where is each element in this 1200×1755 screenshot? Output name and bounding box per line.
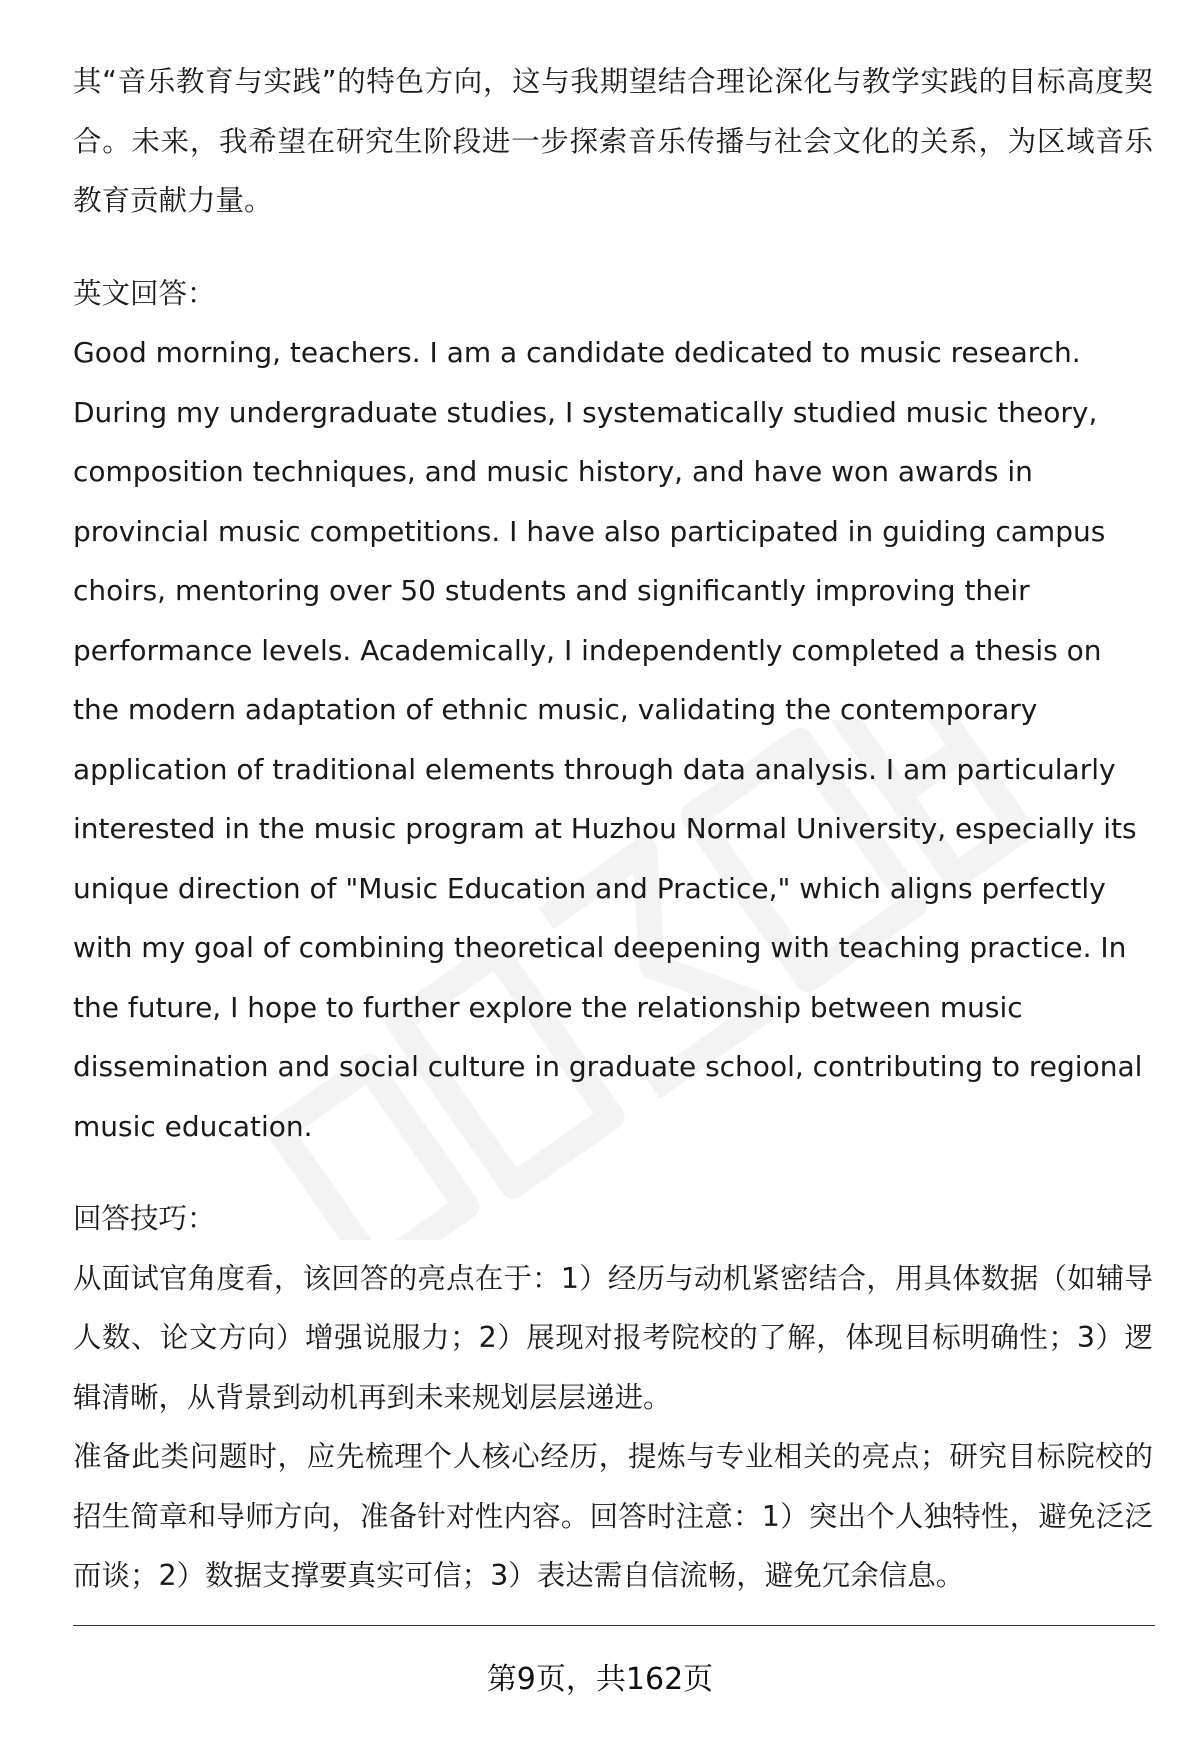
page-number: 第9页，共162页 [486,1662,714,1697]
footer-divider [73,1625,1155,1626]
english-answer-heading: 英文回答： [73,276,216,310]
tips-paragraph-1: 从面试官角度看，该回答的亮点在于：1）经历与动机紧密结合，用具体数据（如辅导人数、论文方向）增强说服力；2）展现对报考院校的了解，体现目标明确性；3）逻辑清晰，从背景到动机再到未来规划层层递进。 [73,1261,1153,1414]
english-answer-paragraph: Good morning, teachers. I am a candidate dedicated to music research. During my undergraduate studies, I systematically studied music theory, composition techniques, and music history, and have won awards in provincial music competitions. I have also participated in guiding campus choirs, mentoring over 50 students and significantly improving their performance levels. Academically, I independently completed a thesis on the modern adaptation of ethnic music, validating the contemporary application of traditional elements through data analysis. I am particularly interested in the music program at Huzhou Normal University, especially its unique direction of "Music Education and Practice," which aligns perfectly with my goal of combining theoretical deepening with teaching practice. In the future, I hope to further explore the relationship between music dissemination and social culture in graduate school, contributing to regional music education. [73,336,1143,1143]
tips-paragraph-2: 准备此类问题时，应先梳理个人核心经历，提炼与专业相关的亮点；研究目标院校的招生简章和导师方向，准备针对性内容。回答时注意：1）突出个人独特性，避免泛泛而谈；2）数据支撑要真实可信；3）表达需自信流畅，避免冗余信息。 [73,1440,1153,1592]
intro-continuation-paragraph: 其“音乐教育与实践”的特色方向，这与我期望结合理论深化与教学实践的目标高度契合。未来，我希望在研究生阶段进一步探索音乐传播与社会文化的关系，为区域音乐教育贡献力量。 [73,65,1153,217]
main-content [73,52,1153,1606]
tips-heading: 回答技巧： [73,1202,216,1235]
